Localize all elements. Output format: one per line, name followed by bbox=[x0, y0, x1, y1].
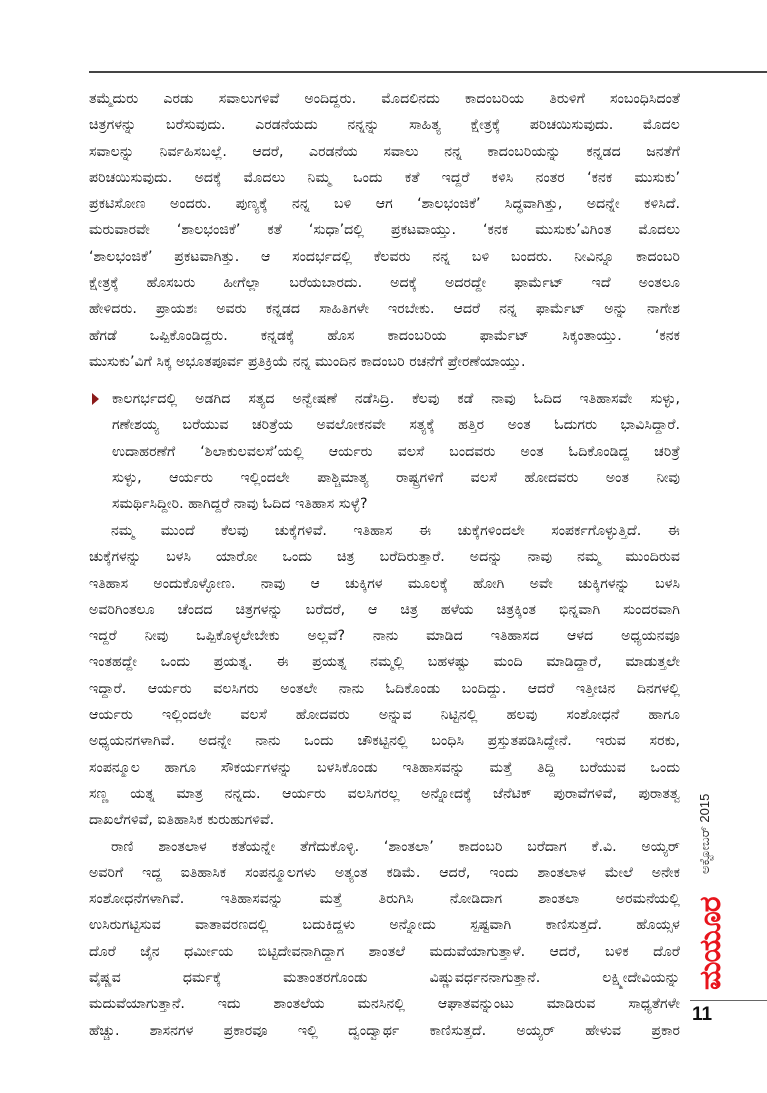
text-line: ಅವರಿಗಿಂತಲೂ ಚೆಂದದ ಚಿತ್ರಗಳನ್ನು ಬರೆದರೆ, ಆ ಚಿತ್ರ ಹಳೆಯ ಚಿತ್ರಕ್ಕಿಂತ ಭಿನ್ನವಾಗಿ ಸುಂದರವಾಗಿ bbox=[89, 601, 680, 618]
text-line: ಅಧ್ಯಯನಗಳಾಗಿವೆ. ಅದನ್ನೇ ನಾನು ಒಂದು ಚೌಕಟ್ಟಿನಲ್ಲಿ ಬಂಧಿಸಿ ಪ್ರಸ್ತುತಪಡಿಸಿದ್ದೇನೆ. ಇರುವ ಸರಕು, bbox=[89, 733, 680, 750]
text-line: ಸಂಶೋಧನೆಗಳಾಗಿವೆ. ಇತಿಹಾಸವನ್ನು ಮತ್ತೆ ತಿರುಗಿಸಿ ನೋಡಿದಾಗ ಶಾಂತಲಾ ಅರಮನೆಯಲ್ಲಿ bbox=[89, 891, 680, 908]
text-line: ಇದ್ದಾರೆ. ಆರ್ಯರು ವಲಸಿಗರು ಅಂತಲೇ ನಾನು ಓದಿಕೊಂಡು ಬಂದಿದ್ದು. ಆದರೆ ಇತ್ತೀಚಿನ ದಿನಗಳಲ್ಲಿ bbox=[89, 680, 680, 697]
magazine-logo: ಮಯೂರ bbox=[693, 897, 728, 990]
question-line: ಸುಳ್ಳು, ಆರ್ಯರು ಇಲ್ಲಿಂದಲೇ ಪಾಶ್ಚಿಮಾತ್ಯ ರಾಷ್ಟ್ರಗಳಿಗೆ ವಲಸೆ ಹೋದವರು ಅಂತ ನೀವು bbox=[112, 469, 680, 486]
answer-paragraph-2 bbox=[89, 518, 680, 834]
interview-question bbox=[112, 386, 680, 517]
text-line: ಇದ್ದರೆ ನೀವು ಒಪ್ಪಿಕೊಳ್ಳಲೇಬೇಕು ಅಲ್ಲವೆ? ನಾನು ಮಾಡಿದ ಇತಿಹಾಸದ ಆಳದ ಅಧ್ಯಯನವೂ bbox=[89, 628, 680, 645]
question-line: ಕಾಲಗರ್ಭದಲ್ಲಿ ಅಡಗಿದ ಸತ್ಯದ ಅನ್ವೇಷಣೆ ನಡೆಸಿದ್ರಿ. ಕೆಲವು ಕಡೆ ನಾವು ಓದಿದ ಇತಿಹಾಸವೇ ಸುಳ್ಳು, bbox=[112, 391, 680, 407]
text-line: ಕ್ಷೇತ್ರಕ್ಕೆ ಹೊಸಬರು ಹೀಗೆಲ್ಲಾ ಬರೆಯಬಾರದು. ಅದಕ್ಕೆ ಅದರದ್ದೇ ಫಾರ್ಮೆಟ್ ಇದೆ ಅಂತಲೂ bbox=[89, 275, 680, 292]
text-line: ಸಣ್ಣ ಯತ್ನ ಮಾತ್ರ ನನ್ನದು. ಆರ್ಯರು ವಲಸಿಗರಲ್ಲ ಅನ್ನೋದಕ್ಕೆ ಜೆನೆಟಿಕ್ ಪುರಾವೆಗಳಿವೆ, ಪುರಾತತ್ವ bbox=[89, 785, 680, 802]
text-line: ಪರಿಚಯಿಸುವುದು. ಅದಕ್ಕೆ ಮೊದಲು ನಿಮ್ಮ ಒಂದು ಕತೆ ಇದ್ದರೆ ಕಳಿಸಿ ನಂತರ ‘ಕನಕ ಮುಸುಕು’ bbox=[89, 169, 680, 186]
question-line: ಸಮರ್ಥಿಸಿದ್ದೀರಿ. ಹಾಗಿದ್ದರೆ ನಾವು ಓದಿದ ಇತಿಹಾಸ ಸುಳ್ಳೆ? bbox=[112, 496, 368, 513]
text-line: ಸಂಪನ್ಮೂಲ ಹಾಗೂ ಸೌಕರ್ಯಗಳನ್ನು ಬಳಸಿಕೊಂಡು ಇತಿಹಾಸವನ್ನು ಮತ್ತೆ ತಿದ್ದಿ ಬರೆಯುವ ಒಂದು bbox=[89, 759, 680, 776]
question-line: ಉದಾಹರಣೆಗೆ ‘ಶಿಲಾಕುಲವಲಸೆ’ಯಲ್ಲಿ ಆರ್ಯರು ವಲಸೆ ಬಂದವರು ಅಂತ ಓದಿಕೊಂಡಿದ್ದ ಚರಿತ್ರೆ bbox=[112, 443, 680, 460]
text-line: ರಾಣಿ ಶಾಂತಲಾಳ ಕತೆಯನ್ನೇ ತೆಗೆದುಕೊಳ್ಳಿ. ‘ಶಾಂತಲಾ’ ಕಾದಂಬರಿ ಬರೆದಾಗ ಕೆ.ವಿ. ಅಯ್ಯರ್ bbox=[111, 838, 680, 855]
text-line: ಉಸಿರುಗಟ್ಟಿಸುವ ವಾತಾವರಣದಲ್ಲಿ ಬದುಕಿದ್ದಳು ಅನ್ನೋದು ಸ್ಪಷ್ಟವಾಗಿ ಕಾಣಿಸುತ್ತದೆ. ಹೊಯ್ಸಳ bbox=[89, 917, 680, 934]
text-line: ಅವರಿಗೆ ಇದ್ದ ಐತಿಹಾಸಿಕ ಸಂಪನ್ಮೂಲಗಳು ಅತ್ಯಂತ ಕಡಿಮೆ. ಆದರೆ, ಇಂದು ಶಾಂತಲಾಳ ಮೇಲೆ ಅನೇಕ bbox=[89, 864, 680, 881]
text-line: ವೈಷ್ಣವ ಧರ್ಮಕ್ಕೆ ಮತಾಂತರಗೊಂಡು ವಿಷ್ಣುವರ್ಧನನಾಗುತ್ತಾನೆ. ಲಕ್ಷ್ಮೀದೇವಿಯನ್ನು bbox=[89, 970, 680, 987]
text-line: ಹೇಳಿದರು. ಪ್ರಾಯಶಃ ಅವರು ಕನ್ನಡದ ಸಾಹಿತಿಗಳೇ ಇರಬೇಕು. ಆದರೆ ನನ್ನ ಫಾರ್ಮೆಟ್ ಅನ್ನು ನಾಗೇಶ bbox=[89, 301, 680, 318]
text-line: ಹೆಗಡೆ ಒಪ್ಪಿಕೊಂಡಿದ್ದರು. ಕನ್ನಡಕ್ಕೆ ಹೊಸ ಕಾದಂಬರಿಯ ಫಾರ್ಮೆಟ್ ಸಿಕ್ಕಂತಾಯ್ತು. ‘ಕನಕ bbox=[89, 327, 680, 344]
text-line: ತಮ್ಮೆದುರು ಎರಡು ಸವಾಲುಗಳಿವೆ ಅಂದಿದ್ದರು. ಮೊದಲಿನದು ಕಾದಂಬರಿಯ ತಿರುಳಿಗೆ ಸಂಬಂಧಿಸಿದಂತೆ bbox=[89, 91, 680, 107]
question-line: ಗಣೇಶಯ್ಯ ಬರೆಯುವ ಚರಿತ್ರೆಯ ಅವಲೋಕನವೇ ಸತ್ಯಕ್ಕೆ ಹತ್ತಿರ ಅಂತ ಓದುಗರು ಭಾವಿಸಿದ್ದಾರೆ. bbox=[112, 417, 680, 434]
question-bullet-icon bbox=[92, 393, 99, 405]
text-line: ಮುಸುಕು’ವಿಗೆ ಸಿಕ್ಕ ಅಭೂತಪೂರ್ವ ಪ್ರತಿಕ್ರಿಯೆ ನನ್ನ ಮುಂದಿನ ಕಾದಂಬರಿ ರಚನೆಗೆ ಪ್ರೇರಣೆಯಾಯ್ತು. bbox=[89, 353, 526, 370]
answer-paragraph-1 bbox=[89, 86, 680, 375]
issue-date: ಅಕ್ಟೋಬರ್ 2015 bbox=[697, 793, 712, 874]
answer-paragraph-3 bbox=[89, 834, 680, 1044]
text-line: ‘ಶಾಲಭಂಜಿಕೆ’ ಪ್ರಕಟವಾಗಿತ್ತು. ಆ ಸಂದರ್ಭದಲ್ಲಿ ಕೆಲವರು ನನ್ನ ಬಳಿ ಬಂದರು. ನೀವಿನ್ನೂ ಕಾದಂಬರಿ bbox=[89, 248, 680, 265]
text-line: ದೊರೆ ಜೈನ ಧರ್ಮೀಯ ಬಿಟ್ಟಿದೇವನಾಗಿದ್ದಾಗ ಶಾಂತಲೆ ಮದುವೆಯಾಗುತ್ತಾಳೆ. ಆದರೆ, ಬಳಿಕ ದೊರೆ bbox=[89, 943, 680, 960]
text-line: ನಮ್ಮ ಮುಂದೆ ಕೆಲವು ಚುಕ್ಕೆಗಳಿವೆ. ಇತಿಹಾಸ ಈ ಚುಕ್ಕೆಗಳಿಂದಲೇ ಸಂಪರ್ಕಗೊಳ್ಳುತ್ತಿದೆ. ಈ bbox=[111, 523, 680, 539]
page-number: 11 bbox=[692, 1004, 713, 1025]
text-line: ಚುಕ್ಕೆಗಳನ್ನು ಬಳಸಿ ಯಾರೋ ಒಂದು ಚಿತ್ರ ಬರೆದಿರುತ್ತಾರೆ. ಅದನ್ನು ನಾವು ನಮ್ಮ ಮುಂದಿರುವ bbox=[89, 549, 680, 566]
text-line: ಇತಿಹಾಸ ಅಂದುಕೊಳ್ಳೋಣ. ನಾವು ಆ ಚುಕ್ಕಿಗಳ ಮೂಲಕ್ಕೆ ಹೋಗಿ ಅವೇ ಚುಕ್ಕಿಗಳನ್ನು ಬಳಸಿ bbox=[89, 575, 680, 592]
text-line: ಮದುವೆಯಾಗುತ್ತಾನೆ. ಇದು ಶಾಂತಲೆಯ ಮನಸಿನಲ್ಲಿ ಆಘಾತವನ್ನುಂಟು ಮಾಡಿರುವ ಸಾಧ್ಯತೆಗಳೇ bbox=[89, 996, 680, 1013]
text-line: ಸವಾಲನ್ನು ನಿರ್ವಹಿಸಬಲ್ಲೆ. ಆದರೆ, ಎರಡನೆಯ ಸವಾಲು ನನ್ನ ಕಾದಂಬರಿಯನ್ನು ಕನ್ನಡದ ಜನತೆಗೆ bbox=[89, 143, 680, 160]
text-line: ದಾಖಲೆಗಳಿವೆ, ಐತಿಹಾಸಿಕ ಕುರುಹುಗಳಿವೆ. bbox=[89, 812, 275, 829]
text-line: ಚಿತ್ರಗಳನ್ನು ಬರೆಸುವುದು. ಎರಡನೆಯದು ನನ್ನನ್ನು ಸಾಹಿತ್ಯ ಕ್ಷೇತ್ರಕ್ಕೆ ಪರಿಚಯಿಸುವುದು. ಮೊದಲ bbox=[89, 117, 680, 134]
text-line: ಪ್ರಕಟಿಸೋಣ ಅಂದರು. ಪುಣ್ಯಕ್ಕೆ ನನ್ನ ಬಳಿ ಆಗ ‘ಶಾಲಭಂಜಿಕೆ’ ಸಿದ್ಧವಾಗಿತ್ತು, ಅದನ್ನೇ ಕಳಿಸಿದೆ. bbox=[89, 196, 680, 213]
text-line: ಮರುವಾರವೇ ‘ಶಾಲಭಂಜಿಕೆ’ ಕತೆ ‘ಸುಧಾ’ದಲ್ಲಿ ಪ್ರಕಟವಾಯ್ತು. ‘ಕನಕ ಮುಸುಕು’ವಿಗಿಂತ ಮೊದಲು bbox=[89, 222, 680, 239]
header-rule bbox=[89, 71, 767, 73]
footer-rule bbox=[690, 1000, 767, 1001]
text-line: ಇಂತಹದ್ದೇ ಒಂದು ಪ್ರಯತ್ನ. ಈ ಪ್ರಯತ್ನ ನಮ್ಮಲ್ಲಿ ಬಹಳಷ್ಟು ಮಂದಿ ಮಾಡಿದ್ದಾರೆ, ಮಾಡುತ್ತಲೇ bbox=[89, 654, 680, 671]
answer-body bbox=[89, 518, 680, 1044]
text-line: ಹೆಚ್ಚು. ಶಾಸನಗಳ ಪ್ರಕಾರವೂ ಇಲ್ಲಿ ದ್ವಂದ್ವಾರ್ಥ ಕಾಣಿಸುತ್ತದೆ. ಅಯ್ಯರ್ ಹೇಳುವ ಪ್ರಕಾರ bbox=[89, 1022, 680, 1039]
text-line: ಆರ್ಯರು ಇಲ್ಲಿಂದಲೇ ವಲಸೆ ಹೋದವರು ಅನ್ನುವ ನಿಟ್ಟಿನಲ್ಲಿ ಹಲವು ಸಂಶೋಧನೆ ಹಾಗೂ bbox=[89, 707, 680, 724]
